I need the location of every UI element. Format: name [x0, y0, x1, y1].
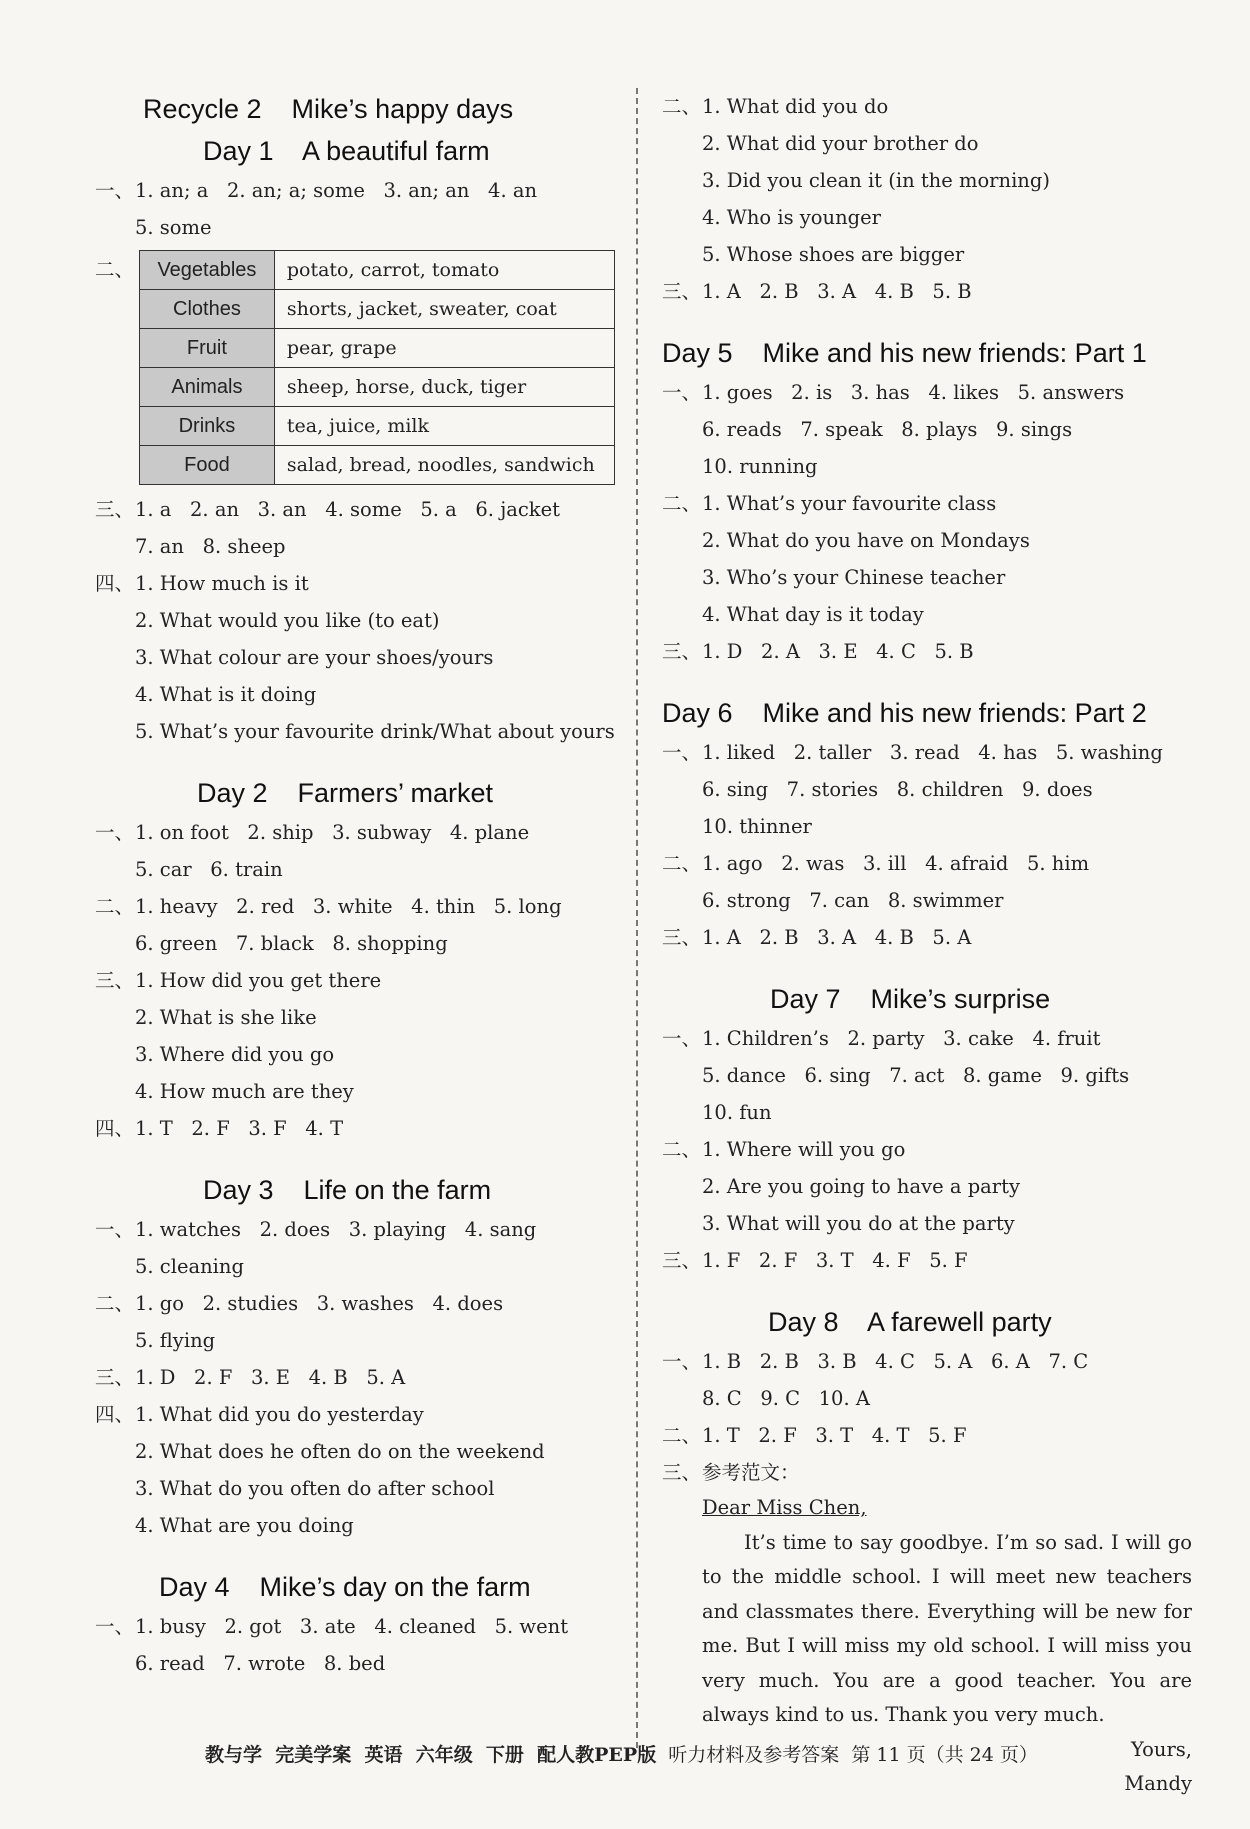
answer-line: 5. car 6. train	[135, 858, 283, 881]
day2-title: Day 2 Farmers’ market	[197, 778, 494, 808]
answer-line	[95, 1285, 615, 1322]
section-mark: 二、	[95, 895, 135, 918]
section-mark: 四、	[95, 572, 135, 595]
answer-line: 6. sing 7. stories 8. children 9. does	[702, 778, 1093, 801]
table-items: pear, grape	[274, 329, 614, 368]
day5-title: Day 5 Mike and his new friends: Part 1	[662, 338, 1147, 368]
footer-book-title: 教与学 完美学案 英语 六年级 下册 配人教PEP版	[205, 1744, 657, 1766]
answer-text: 1. D 2. A 3. E 4. C 5. B	[702, 640, 974, 663]
table-items: tea, juice, milk	[274, 407, 614, 446]
answer-text: 1. ago 2. was 3. ill 4. afraid 5. him	[702, 852, 1090, 875]
day6-title: Day 6 Mike and his new friends: Part 2	[662, 698, 1147, 728]
day3-title: Day 3 Life on the farm	[203, 1175, 492, 1205]
day8-title: Day 8 A farewell party	[768, 1307, 1052, 1337]
table-category: Clothes	[140, 290, 275, 329]
answer-line: 6. green 7. black 8. shopping	[135, 932, 448, 955]
section-mark: 三、	[95, 969, 135, 992]
answer-line: 5. cleaning	[135, 1255, 244, 1278]
day4-title: Day 4 Mike’s day on the farm	[159, 1572, 531, 1602]
answer-line	[662, 919, 1192, 956]
answer-line: 2. What did your brother do	[702, 132, 979, 155]
section-mark: 三、	[662, 1461, 702, 1484]
answer-text: 1. an; a 2. an; a; some 3. an; an 4. an	[135, 179, 538, 202]
section-mark: 三、	[95, 1366, 135, 1389]
answer-line	[662, 273, 1192, 310]
table-row	[140, 446, 615, 485]
answer-text: 1. goes 2. is 3. has 4. likes 5. answers	[702, 381, 1125, 404]
answer-text: 1. T 2. F 3. F 4. T	[135, 1117, 344, 1140]
letter-greeting: Dear Miss Chen,	[702, 1496, 867, 1519]
answer-line	[662, 633, 1192, 670]
section-mark: 三、	[662, 640, 702, 663]
answer-line: 5. What’s your favourite drink/What about yours	[135, 720, 615, 743]
answer-line: 2. What is she like	[135, 1006, 317, 1029]
table-items: sheep, horse, duck, tiger	[274, 368, 614, 407]
section-mark: 二、	[662, 852, 702, 875]
answer-text: 1. What did you do	[702, 95, 889, 118]
answer-text: 1. D 2. F 3. E 4. B 5. A	[135, 1366, 406, 1389]
table-row	[140, 368, 615, 407]
answer-line	[662, 374, 1192, 411]
answer-line	[662, 1131, 1192, 1168]
answer-line: 6. reads 7. speak 8. plays 9. sings	[702, 418, 1073, 441]
vocab-table-block	[95, 250, 615, 485]
left-column	[95, 88, 615, 1682]
day1-title: Day 1 A beautiful farm	[203, 136, 490, 166]
section-mark: 三、	[662, 1249, 702, 1272]
answer-text: 1. heavy 2. red 3. white 4. thin 5. long	[135, 895, 562, 918]
section-mark: 三、	[662, 926, 702, 949]
day7-title: Day 7 Mike’s surprise	[770, 984, 1051, 1014]
answer-line: 5. dance 6. sing 7. act 8. game 9. gifts	[702, 1064, 1130, 1087]
answer-text: 1. on foot 2. ship 3. subway 4. plane	[135, 821, 530, 844]
section-mark: 三、	[662, 280, 702, 303]
table-row	[140, 290, 615, 329]
answer-line: 6. strong 7. can 8. swimmer	[702, 889, 1004, 912]
answer-line	[95, 491, 615, 528]
section-mark: 二、	[662, 492, 702, 515]
answer-line: 4. What is it doing	[135, 683, 317, 706]
table-category: Vegetables	[140, 251, 275, 290]
section-mark: 二、	[662, 95, 702, 118]
table-category: Animals	[140, 368, 275, 407]
answer-line: 10. thinner	[702, 815, 812, 838]
section-mark: 一、	[95, 179, 135, 202]
section-mark: 二、	[95, 1292, 135, 1315]
table-row	[140, 407, 615, 446]
letter-signature: Mandy	[1124, 1772, 1192, 1795]
answer-text: 1. Children’s 2. party 3. cake 4. fruit	[702, 1027, 1101, 1050]
answer-line: 5. Whose shoes are bigger	[702, 243, 965, 266]
answer-line	[662, 1454, 1192, 1491]
answer-text: 1. What did you do yesterday	[135, 1403, 424, 1426]
sample-label: 参考范文：	[702, 1461, 800, 1484]
answer-line: 3. Did you clean it (in the morning)	[702, 169, 1050, 192]
section-mark: 一、	[662, 381, 702, 404]
answer-text: 1. How much is it	[135, 572, 309, 595]
vocab-table	[139, 250, 615, 485]
answer-line	[662, 1020, 1192, 1057]
section-mark: 一、	[95, 1218, 135, 1241]
answer-line	[95, 1608, 615, 1645]
answer-text: 1. A 2. B 3. A 4. B 5. B	[702, 280, 972, 303]
answer-text: 1. watches 2. does 3. playing 4. sang	[135, 1218, 537, 1241]
table-items: shorts, jacket, sweater, coat	[274, 290, 614, 329]
table-row	[140, 251, 615, 290]
answer-line: 3. What will you do at the party	[702, 1212, 1015, 1235]
answer-line: 2. What do you have on Mondays	[702, 529, 1030, 552]
section-mark: 四、	[95, 1403, 135, 1426]
answer-line: 8. C 9. C 10. A	[702, 1387, 870, 1410]
table-category: Food	[140, 446, 275, 485]
answer-line: 3. Who’s your Chinese teacher	[702, 566, 1006, 589]
section-mark: 一、	[95, 821, 135, 844]
answer-line	[95, 1211, 615, 1248]
answer-line: 2. Are you going to have a party	[702, 1175, 1020, 1198]
answer-text: 1. A 2. B 3. A 4. B 5. A	[702, 926, 972, 949]
letter-body: It’s time to say goodbye. I’m so sad. I will go to the middle school. I will meet new teachers and classmates there. Everything will be new for me. But I will miss my old school. I will miss you very much. You are a good teacher. You are always kind to us. Thank you very much.	[702, 1530, 1192, 1726]
table-items: potato, carrot, tomato	[274, 251, 614, 290]
right-column	[662, 88, 1192, 1802]
letter-closing: Yours,	[1130, 1737, 1192, 1761]
answer-line: 6. read 7. wrote 8. bed	[135, 1652, 386, 1675]
answer-line	[95, 1359, 615, 1396]
answer-text: 1. go 2. studies 3. washes 4. does	[135, 1292, 504, 1315]
section-mark: 二、	[662, 1138, 702, 1161]
answer-line	[662, 845, 1192, 882]
answer-line	[662, 1417, 1192, 1454]
table-row	[140, 329, 615, 368]
section-mark: 一、	[662, 1027, 702, 1050]
section-mark: 二、	[662, 1424, 702, 1447]
answer-text: 1. a 2. an 3. an 4. some 5. a 6. jacket	[135, 498, 560, 521]
answer-line	[95, 172, 615, 209]
answer-line	[95, 814, 615, 851]
answer-text: 1. Where will you go	[702, 1138, 906, 1161]
answer-text: 1. busy 2. got 3. ate 4. cleaned 5. went	[135, 1615, 569, 1638]
column-divider	[636, 88, 638, 1748]
section-mark: 四、	[95, 1117, 135, 1140]
section-mark: 一、	[662, 741, 702, 764]
answer-text: 1. How did you get there	[135, 969, 382, 992]
answer-text: 1. liked 2. taller 3. read 4. has 5. washing	[702, 741, 1163, 764]
answer-line	[95, 1396, 615, 1433]
answer-line	[662, 1343, 1192, 1380]
answer-line: 4. How much are they	[135, 1080, 354, 1103]
answer-line: 4. Who is younger	[702, 206, 882, 229]
table-category: Fruit	[140, 329, 275, 368]
table-items: salad, bread, noodles, sandwich	[274, 446, 614, 485]
answer-line: 5. some	[135, 216, 212, 239]
answer-line: 4. What day is it today	[702, 603, 924, 626]
answer-line	[662, 1242, 1192, 1279]
answer-text: 1. F 2. F 3. T 4. F 5. F	[702, 1249, 968, 1272]
answer-line	[662, 485, 1192, 522]
answer-line: 3. What colour are your shoes/yours	[135, 646, 494, 669]
answer-line	[95, 888, 615, 925]
answer-line: 3. What do you often do after school	[135, 1477, 495, 1500]
answer-line: 7. an 8. sheep	[135, 535, 286, 558]
page-footer	[205, 1740, 1135, 1767]
table-category: Drinks	[140, 407, 275, 446]
section-mark: 一、	[95, 1615, 135, 1638]
answer-line: 10. fun	[702, 1101, 772, 1124]
answer-line	[662, 88, 1192, 125]
answer-line	[95, 1110, 615, 1147]
answer-line: 4. What are you doing	[135, 1514, 354, 1537]
section-mark: 三、	[95, 498, 135, 521]
answer-line: 2. What does he often do on the weekend	[135, 1440, 545, 1463]
answer-line	[662, 734, 1192, 771]
section-mark: 二、	[95, 258, 135, 281]
answer-text: 1. T 2. F 3. T 4. T 5. F	[702, 1424, 967, 1447]
answer-line: 2. What would you like (to eat)	[135, 609, 440, 632]
recycle-title: Recycle 2 Mike’s happy days	[143, 94, 514, 124]
answer-line	[95, 962, 615, 999]
section-mark: 一、	[662, 1350, 702, 1373]
answer-line: 10. running	[702, 455, 818, 478]
answer-line: 5. flying	[135, 1329, 216, 1352]
answer-text: 1. What’s your favourite class	[702, 492, 997, 515]
answer-text: 1. B 2. B 3. B 4. C 5. A 6. A 7. C	[702, 1350, 1089, 1373]
answer-line: 3. Where did you go	[135, 1043, 335, 1066]
footer-page-info: 听力材料及参考答案 第 11 页（共 24 页）	[656, 1744, 1038, 1766]
answer-line	[95, 565, 615, 602]
